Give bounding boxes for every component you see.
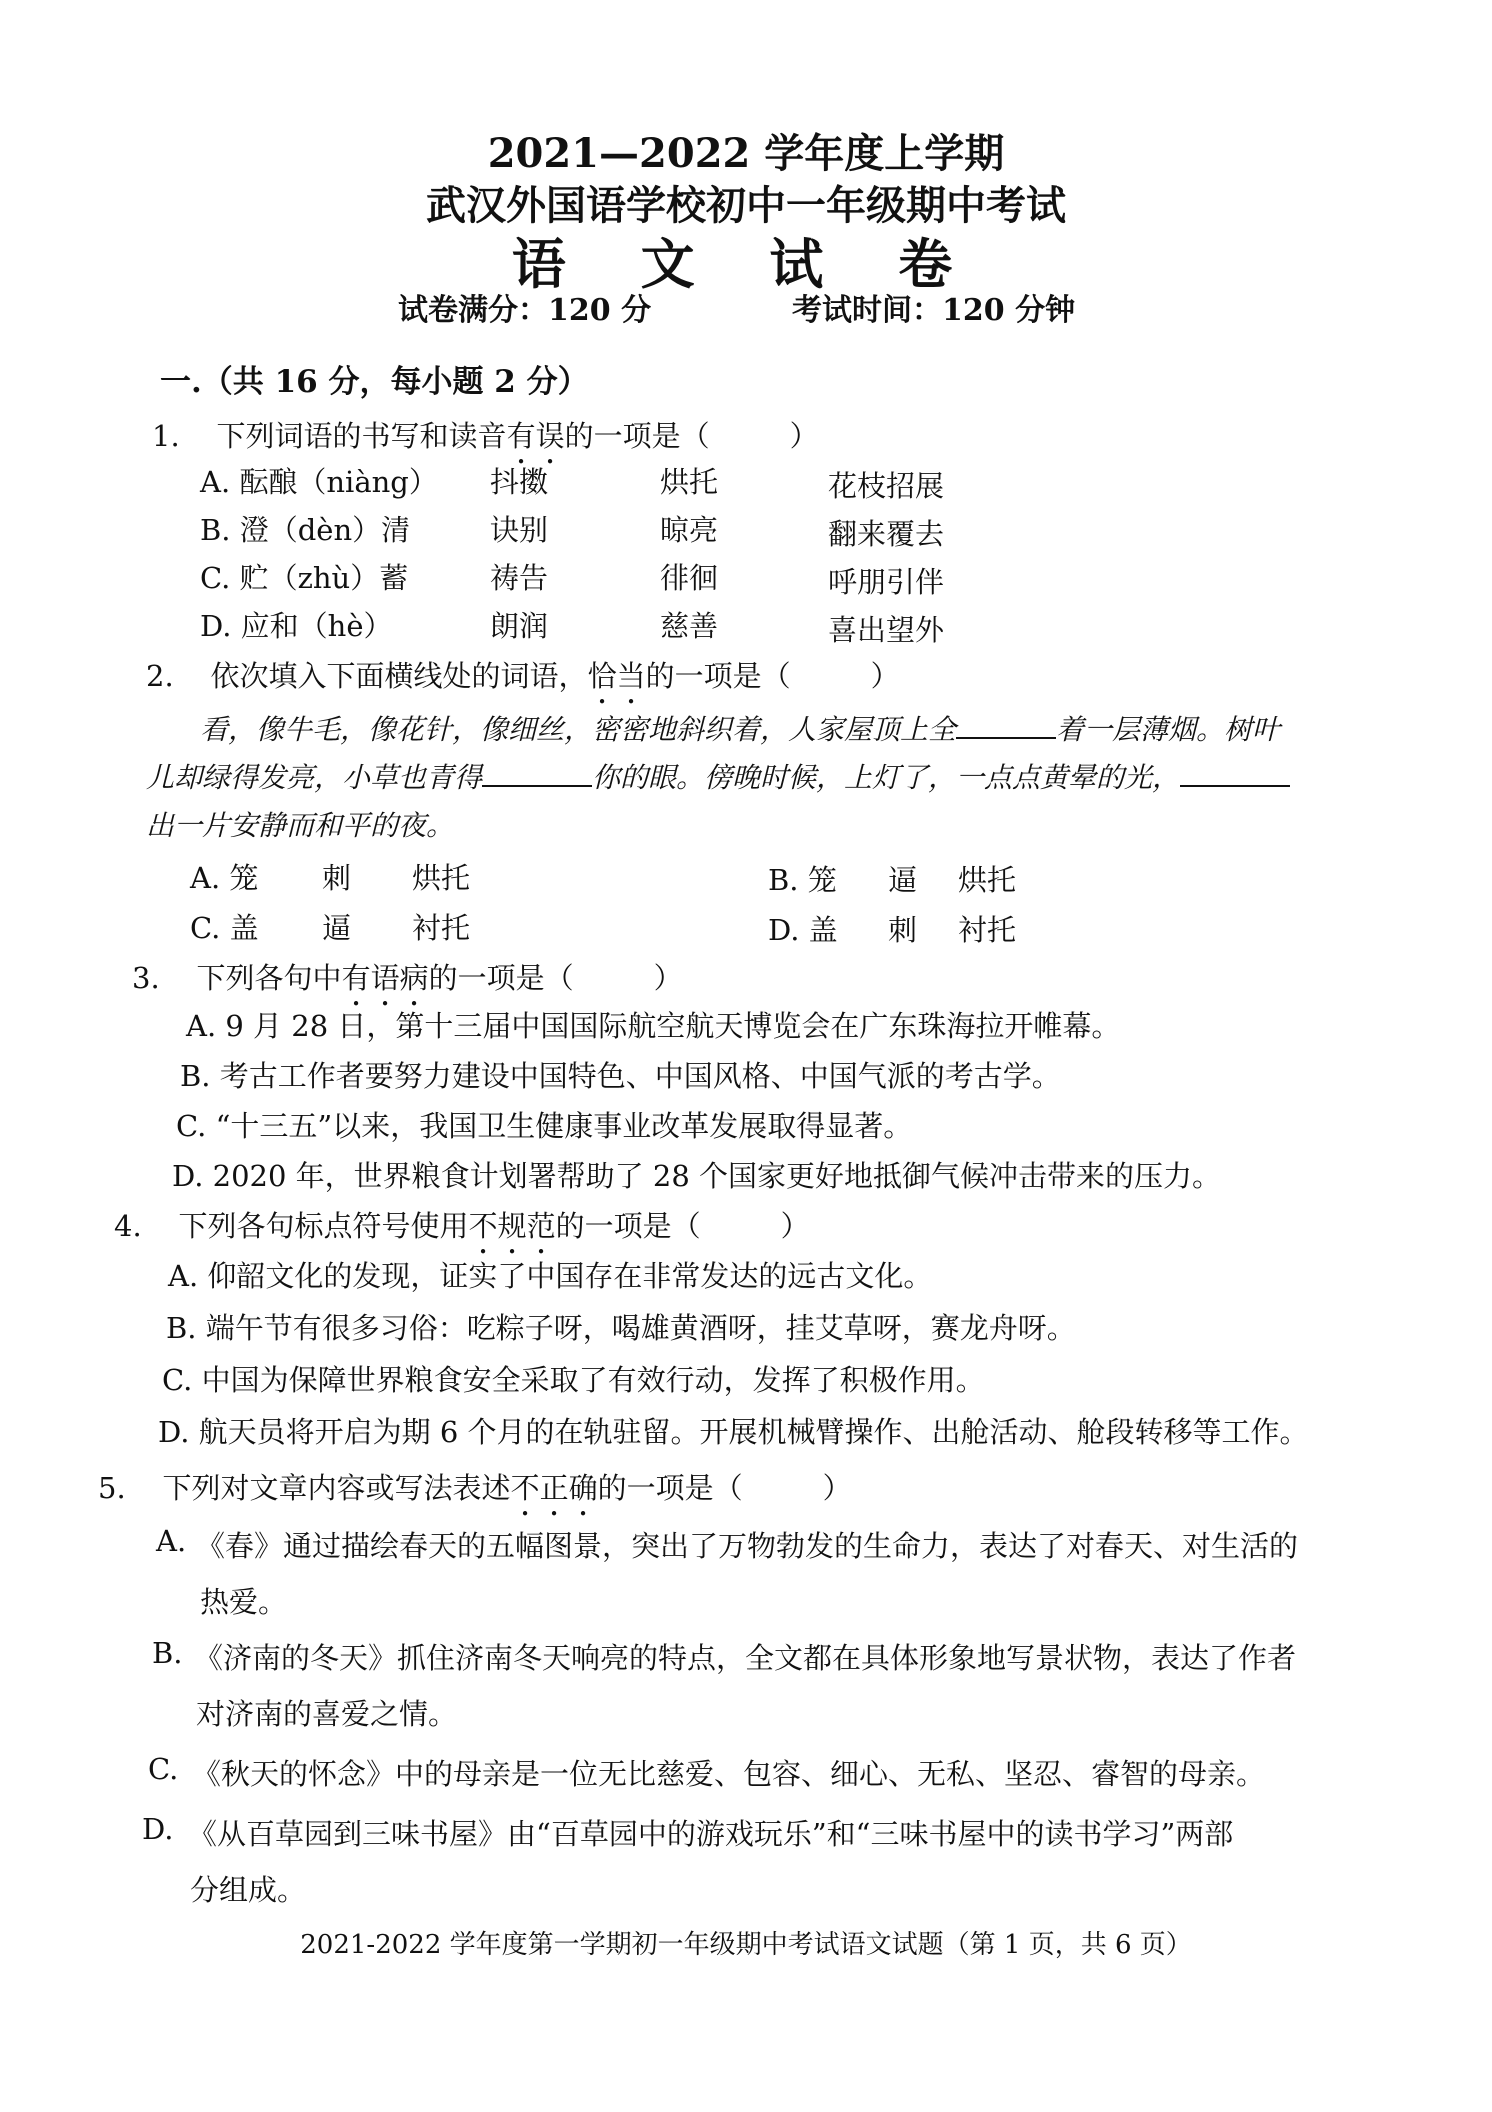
option-c-col2: 祷告 — [490, 561, 549, 595]
fill-blank-1[interactable] — [956, 711, 1056, 739]
question-stem: 下列各句中 — [196, 961, 342, 995]
option-c-word3: 衬托 — [412, 911, 471, 945]
question-stem-end: 的一项是（ — [564, 419, 710, 453]
option-b: B. 考古工作者要努力建设中国特色、中国风格、中国气派的考古学。 — [180, 1059, 1061, 1093]
option-c: C. “十三五”以来，我国卫生健康事业改革发展取得显著。 — [176, 1109, 913, 1143]
fill-blank-3[interactable] — [1180, 759, 1290, 787]
option-b-label: B. — [152, 1636, 183, 1670]
passage-text: 你的眼。傍晚时候，上灯了，一点点黄晕的光， — [592, 761, 1181, 794]
option-a-label: A. — [156, 1524, 187, 1558]
full-score: 试卷满分：120 分 — [398, 293, 652, 328]
section-heading: 一.（共 16 分，每小题 2 分） — [160, 364, 589, 400]
question-number: 4. — [114, 1209, 142, 1243]
option-c-word2: 逼 — [322, 911, 352, 945]
option-c-word1: C. 盖 — [190, 911, 259, 945]
option-c: C. 中国为保障世界粮食安全采取了有效行动，发挥了积极作用。 — [162, 1363, 985, 1397]
option-a: A. 仰韶文化的发现，证实了中国存在非常发达的远古文化。 — [168, 1259, 933, 1293]
question-stem-end: 的一项是（ — [555, 1209, 701, 1243]
option-d-word2: 刺 — [888, 913, 918, 947]
emphasis-text: 有误 — [506, 419, 565, 453]
question-stem-end: 的一项是（ — [597, 1471, 743, 1505]
question-2 — [146, 654, 900, 711]
option-a-word3: 烘托 — [412, 861, 471, 895]
closing-paren: ） — [822, 1471, 852, 1505]
page-footer: 2021-2022 学年度第一学期初一年级期中考试语文试题（第 1 页，共 6 页） — [300, 1930, 1192, 1960]
option-b-word1: B. 笼 — [768, 863, 837, 897]
option-d-word3: 衬托 — [958, 913, 1017, 947]
question-stem: 下列对文章内容或写法表述 — [162, 1471, 511, 1505]
emphasis-text: 不正确 — [510, 1471, 598, 1505]
option-a-col4: 花枝招展 — [828, 469, 945, 503]
option-b-word2: 逼 — [888, 863, 918, 897]
emphasis-text: 恰当 — [587, 659, 646, 693]
option-d-col3: 慈善 — [660, 609, 719, 643]
passage-line-1 — [200, 708, 1280, 748]
question-stem: 下列各句标点符号使用 — [178, 1209, 469, 1243]
closing-paren: ） — [870, 659, 900, 693]
option-c-label: C. — [148, 1752, 179, 1786]
question-4 — [114, 1204, 810, 1261]
question-stem: 依次填入下面横线处的词语， — [210, 659, 588, 693]
option-b-col2: 诀别 — [490, 513, 549, 547]
emphasis-text: 不规范 — [468, 1209, 556, 1243]
question-stem-end: 的一项是（ — [645, 659, 791, 693]
option-c-col1: C. 贮（zhù）蓄 — [200, 561, 409, 595]
question-number: 5. — [98, 1471, 126, 1505]
closing-paren: ） — [780, 1209, 810, 1243]
option-a-col3: 烘托 — [660, 465, 719, 499]
option-d-line1: 《从百草园到三味书屋》由“百草园中的游戏玩乐”和“三味书屋中的读书学习”两部 — [188, 1817, 1234, 1851]
option-d-word1: D. 盖 — [768, 913, 838, 947]
option-d-col4: 喜出望外 — [828, 613, 945, 647]
option-b: B. 端午节有很多习俗：吃粽子呀，喝雄黄酒呀，挂艾草呀，赛龙舟呀。 — [166, 1311, 1076, 1345]
option-d: D. 2020 年，世界粮食计划署帮助了 28 个国家更好地抵御气候冲击带来的压力。 — [172, 1159, 1222, 1193]
option-d: D. 航天员将开启为期 6 个月的在轨驻留。开展机械臂操作、出舱活动、舱段转移等工作。 — [158, 1415, 1309, 1449]
option-a-col1: A. 酝酿（niàng） — [200, 465, 438, 499]
school-heading: 武汉外国语学校初中一年级期中考试 — [426, 182, 1066, 229]
option-b-line1: 《济南的冬天》抓住济南冬天响亮的特点，全文都在具体形象地写景状物，表达了作者 — [194, 1641, 1297, 1675]
option-a-line1: 《春》通过描绘春天的五幅图景，突出了万物勃发的生命力，表达了对春天、对生活的 — [196, 1529, 1299, 1563]
question-5 — [98, 1466, 852, 1523]
option-d-label: D. — [142, 1812, 174, 1846]
subject-title: 语 文 试 卷 — [511, 232, 981, 296]
passage-line-2 — [146, 756, 1290, 796]
option-d-line2: 分组成。 — [190, 1873, 307, 1907]
option-b-col1: B. 澄（dèn）清 — [200, 513, 411, 547]
passage-text: 儿却绿得发亮，小草也青得 — [146, 761, 483, 794]
question-number: 3. — [132, 961, 160, 995]
question-number: 1. — [152, 419, 180, 453]
option-d-col2: 朗润 — [490, 609, 549, 643]
passage-text: 着一层薄烟。树叶 — [1056, 713, 1281, 746]
option-b-word3: 烘托 — [958, 863, 1017, 897]
question-number: 2. — [146, 659, 174, 693]
option-c-col3: 徘徊 — [660, 561, 719, 595]
option-c-col4: 呼朋引伴 — [828, 565, 945, 599]
closing-paren: ） — [653, 961, 683, 995]
option-c-line1: 《秋天的怀念》中的母亲是一位无比慈爱、包容、细心、无私、坚忍、睿智的母亲。 — [192, 1757, 1266, 1791]
question-stem-end: 的一项是（ — [428, 961, 574, 995]
option-a-word2: 刺 — [322, 861, 352, 895]
option-a-word1: A. 笼 — [190, 861, 259, 895]
option-b-line2: 对济南的喜爱之情。 — [196, 1697, 458, 1731]
option-a-line2: 热爱。 — [200, 1585, 288, 1619]
exam-time: 考试时间：120 分钟 — [792, 293, 1076, 328]
emphasis-text: 有语病 — [341, 961, 429, 995]
option-d-col1: D. 应和（hè） — [200, 609, 393, 643]
option-b-col3: 晾亮 — [660, 513, 719, 547]
closing-paren: ） — [789, 419, 819, 453]
option-a: A. 9 月 28 日，第十三届中国国际航空航天博览会在广东珠海拉开帷幕。 — [186, 1009, 1121, 1043]
passage-line-3: 出一片安静而和平的夜。 — [146, 809, 455, 842]
fill-blank-2[interactable] — [482, 759, 592, 787]
option-b-col4: 翻来覆去 — [828, 517, 945, 551]
year-heading: 2021—2022 学年度上学期 — [487, 130, 1005, 177]
passage-text: 看，像牛毛，像花针，像细丝，密密地斜织着，人家屋顶上全 — [200, 713, 957, 746]
option-a-col2: 抖擞 — [490, 465, 549, 499]
question-stem: 下列词语的书写和读音 — [216, 419, 507, 453]
